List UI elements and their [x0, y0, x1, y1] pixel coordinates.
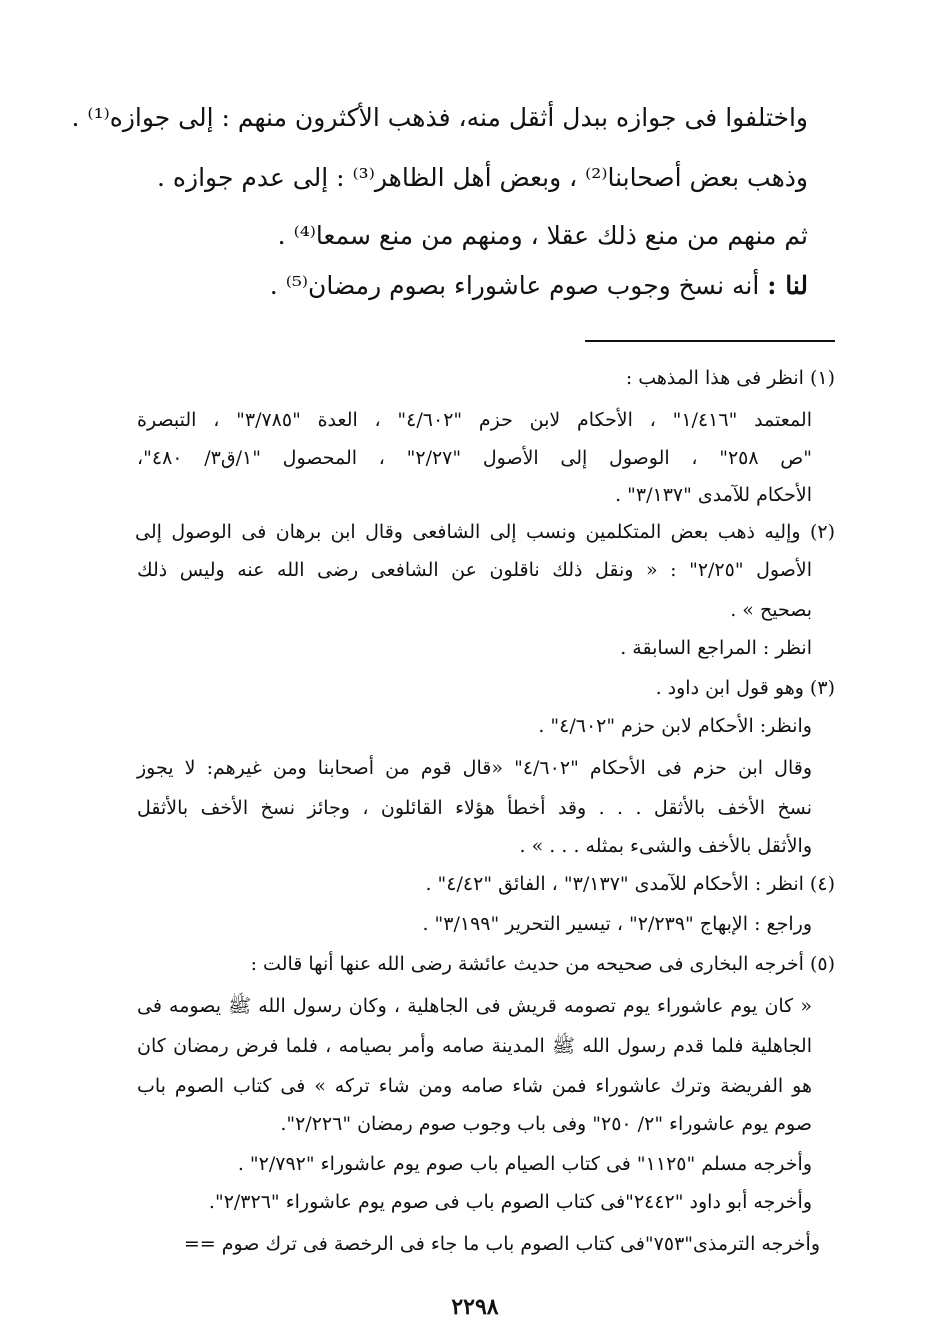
footnote-line: نسخ الأخف بالأثقل . . . وقد أخطأ هؤلاء القائلون ، وجائز نسخ الأخف بالأثقل: [137, 797, 812, 819]
footnote-line: وأخرجه الترمذى"٧٥٣"فى كتاب الصوم باب ما جاء فى الرخصة فى ترك صوم ==: [183, 1233, 820, 1255]
page-number: ٢٢٩٨: [451, 1294, 499, 1320]
body-paragraph-3: ثم منهم من منع ذلك عقلا ، ومنهم من منع سمعا⁽⁴⁾ .: [277, 221, 808, 250]
footnote-line: الأصول "٢/٢٥" : « ونقل ذلك ناقلون عن الشافعى رضى الله عنه وليس ذلك: [137, 559, 812, 581]
footnote-line: "ص ٢٥٨" ، الوصول إلى الأصول "٢/٢٧" ، المحصول "١/ق٣/ ٤٨٠"،: [137, 447, 812, 469]
footnote-3-heading: (٣) وهو قول ابن داود .: [655, 677, 835, 699]
body-paragraph-4: [128, 266, 808, 306]
footnote-line: وأخرجه مسلم "١١٢٥" فى كتاب الصيام باب صوم يوم عاشوراء "٢/٧٩٢" .: [237, 1153, 812, 1175]
footnote-1-heading: (١) انظر فى هذا المذهب :: [625, 367, 835, 389]
footnote-line: وأخرجه أبو داود "٢٤٤٢"فى كتاب الصوم باب فى صوم يوم عاشوراء "٢/٣٢٦".: [208, 1191, 812, 1213]
footnote-line: بصحيح » .: [730, 599, 812, 621]
footnote-line: وانظر: الأحكام لابن حزم "٤/٦٠٢" .: [538, 715, 812, 737]
footnote-line: وراجع : الإبهاج "٢/٢٣٩" ، تيسير التحرير "٣/١٩٩" .: [422, 913, 812, 935]
footnote-line: وقال ابن حزم فى الأحكام "٤/٦٠٢" «قال قوم من أصحابنا ومن غيرهم: لا يجوز: [137, 757, 812, 779]
body-paragraph-1: واختلفوا فى جوازه ببدل أثقل منه، فذهب الأكثرون منهم : إلى جوازه⁽¹⁾ .: [71, 103, 808, 132]
lana-label: لنا :: [767, 271, 808, 300]
footnote-4-heading: (٤) انظر : الأحكام للآمدى "٣/١٣٧" ، الفائق "٤/٤٢" .: [425, 873, 835, 895]
footnote-line: انظر : المراجع السابقة .: [620, 637, 812, 659]
footnote-line: صوم يوم عاشوراء "٢/ ٢٥٠" وفى باب وجوب صوم رمضان "٢/٢٢٦".: [280, 1113, 812, 1135]
footnote-line: المعتمد "١/٤١٦" ، الأحكام لابن حزم "٤/٦٠٢" ، العدة "٣/٧٨٥" ، التبصرة: [137, 409, 812, 431]
footnote-line: الأحكام للآمدى "٣/١٣٧" .: [615, 484, 812, 506]
footnote-separator: [585, 340, 835, 342]
footnote-5-heading: (٥) أخرجه البخارى فى صحيحه من حديث عائشة رضى الله عنها أنها قالت :: [250, 953, 835, 975]
footnote-line: والأثقل بالأخف والشىء بمثله . . . » .: [519, 835, 812, 857]
footnote-line: الجاهلية فلما قدم رسول الله ﷺ المدينة صامه وأمر بصيامه ، فلما فرض رمضان كان: [137, 1035, 812, 1057]
footnote-line: « كان يوم عاشوراء يوم تصومه قريش فى الجاهلية ، وكان رسول الله ﷺ يصومه فى: [137, 995, 812, 1017]
footnote-line: هو الفريضة وترك عاشوراء فمن شاء صامه ومن شاء تركه » فى كتاب الصوم باب: [137, 1075, 812, 1097]
footnote-2-heading: (٢) وإليه ذهب بعض المتكلمين ونسب إلى الشافعى وقال ابن برهان فى الوصول إلى: [135, 521, 835, 543]
body-paragraph-2: وذهب بعض أصحابنا⁽²⁾ ، وبعض أهل الظاهر⁽³⁾ : إلى عدم جوازه .: [157, 163, 808, 192]
body-paragraph-4-text: أنه نسخ وجوب صوم عاشوراء بصوم رمضان⁽⁵⁾ .: [269, 271, 760, 300]
